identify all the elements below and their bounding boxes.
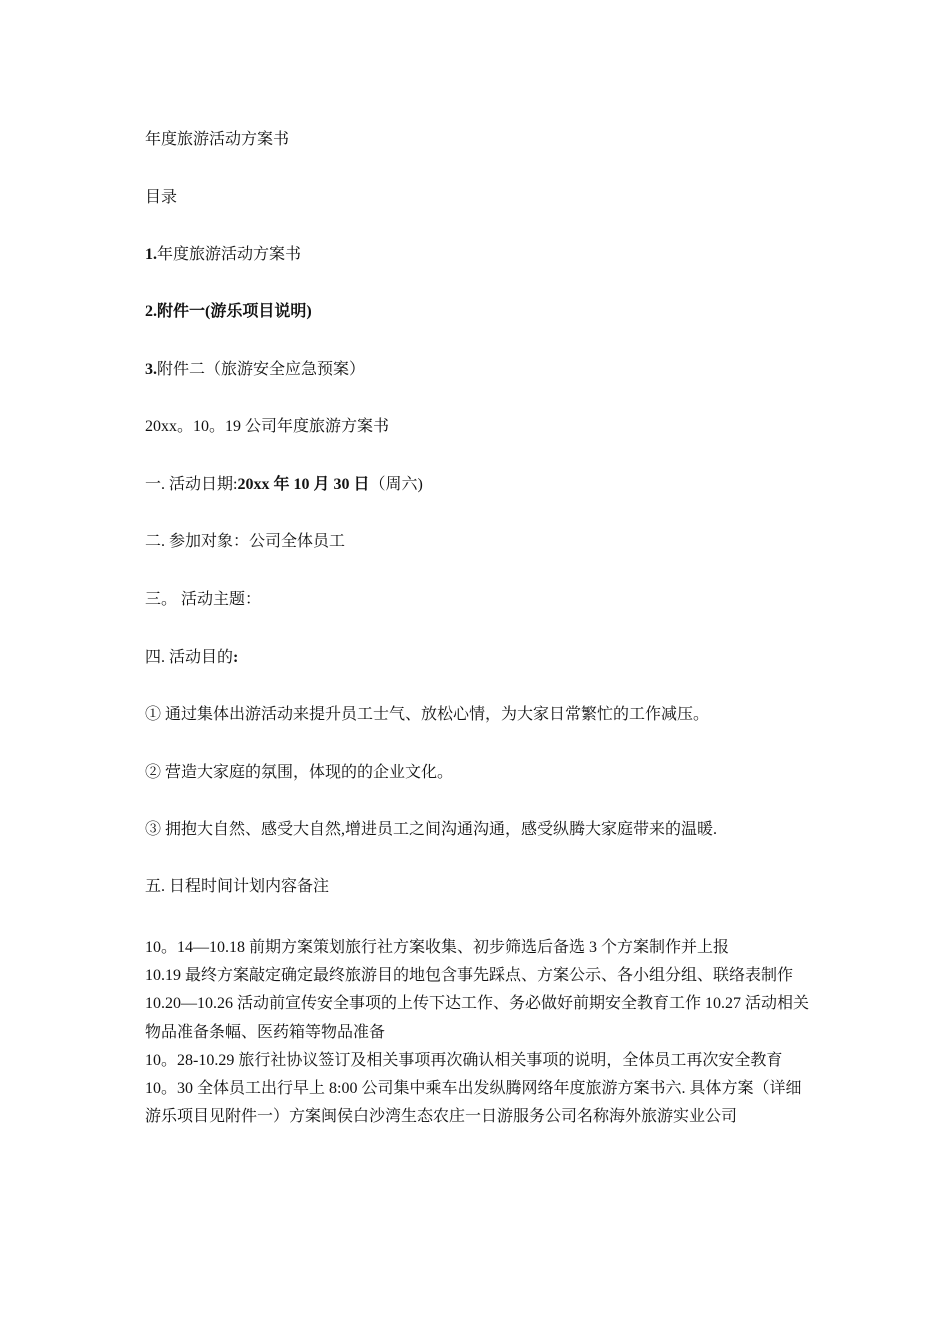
schedule-block bbox=[145, 934, 810, 1131]
toc-item-3-number: 3. bbox=[145, 361, 157, 378]
toc-item-3 bbox=[145, 360, 365, 380]
document-title: 年度旅游活动方案书 bbox=[145, 131, 290, 148]
toc-item-3-text: 附件二（旅游安全应急预案） bbox=[157, 361, 366, 378]
section-activity-date bbox=[145, 475, 423, 495]
purpose-item: ③ 拥抱大自然、感受大自然,增进员工之间沟通沟通，感受纵腾大家庭带来的温暖. bbox=[145, 821, 718, 838]
schedule-entry: 10。14—10.18 前期方案策划旅行社方案收集、初步筛选后备选 3 个方案制作并上报 bbox=[145, 939, 730, 956]
schedule-entry: 10.19 最终方案敲定确定最终旅游目的地包含事先踩点、方案公示、各小组分组、联络表制作 bbox=[145, 967, 794, 985]
toc-item-2-text: 附件一(游乐项目说明) bbox=[157, 303, 312, 320]
toc-heading: 目录 bbox=[145, 189, 178, 206]
section-theme: 三。 活动主题： bbox=[145, 591, 262, 608]
purpose-item: ② 营造大家庭的氛围，体现的的企业文化。 bbox=[145, 764, 454, 781]
section-activity-date-label: 一. 活动日期: bbox=[145, 476, 238, 493]
schedule-heading: 五. 日程时间计划内容备注 bbox=[145, 878, 330, 895]
toc-item-2 bbox=[145, 302, 312, 322]
section-purpose-heading bbox=[145, 648, 238, 668]
section-purpose-colon: : bbox=[233, 649, 239, 666]
toc-item-2-number: 2. bbox=[145, 303, 157, 320]
schedule-entry: 10.20—10.26 活动前宣传安全事项的上传下达工作、务必做好前期安全教育工作 10.27 活动相关物品准备条幅、医药箱等物品准备 bbox=[145, 995, 810, 1041]
schedule-entry: 10。28-10.29 旅行社协议签订及相关事项再次确认相关事项的说明，全体员工再次安全教育 bbox=[145, 1051, 783, 1069]
section-purpose-label: 四. 活动目的 bbox=[145, 649, 234, 666]
section-activity-date-value: 20xx 年 10 月 30 日 bbox=[237, 476, 370, 493]
date-line: 20xx。10。19 公司年度旅游方案书 bbox=[145, 418, 390, 435]
section-activity-date-weekday: （周六) bbox=[369, 476, 423, 493]
toc-item-1-number: 1. bbox=[145, 246, 157, 263]
schedule-entry: 10。30 全体员工出行早上 8:00 公司集中乘车出发纵腾网络年度旅游方案书六. 具体方案（详细游乐项目见附件一）方案闽侯白沙湾生态农庄一日游服务公司名称海外旅游实业公司 bbox=[145, 1080, 802, 1126]
toc-item-1 bbox=[145, 245, 301, 265]
section-participants: 二. 参加对象：公司全体员工 bbox=[145, 533, 346, 550]
toc-item-1-text: 年度旅游活动方案书 bbox=[157, 246, 302, 263]
purpose-item: ① 通过集体出游活动来提升员工士气、放松心情，为大家日常繁忙的工作减压。 bbox=[145, 706, 710, 723]
